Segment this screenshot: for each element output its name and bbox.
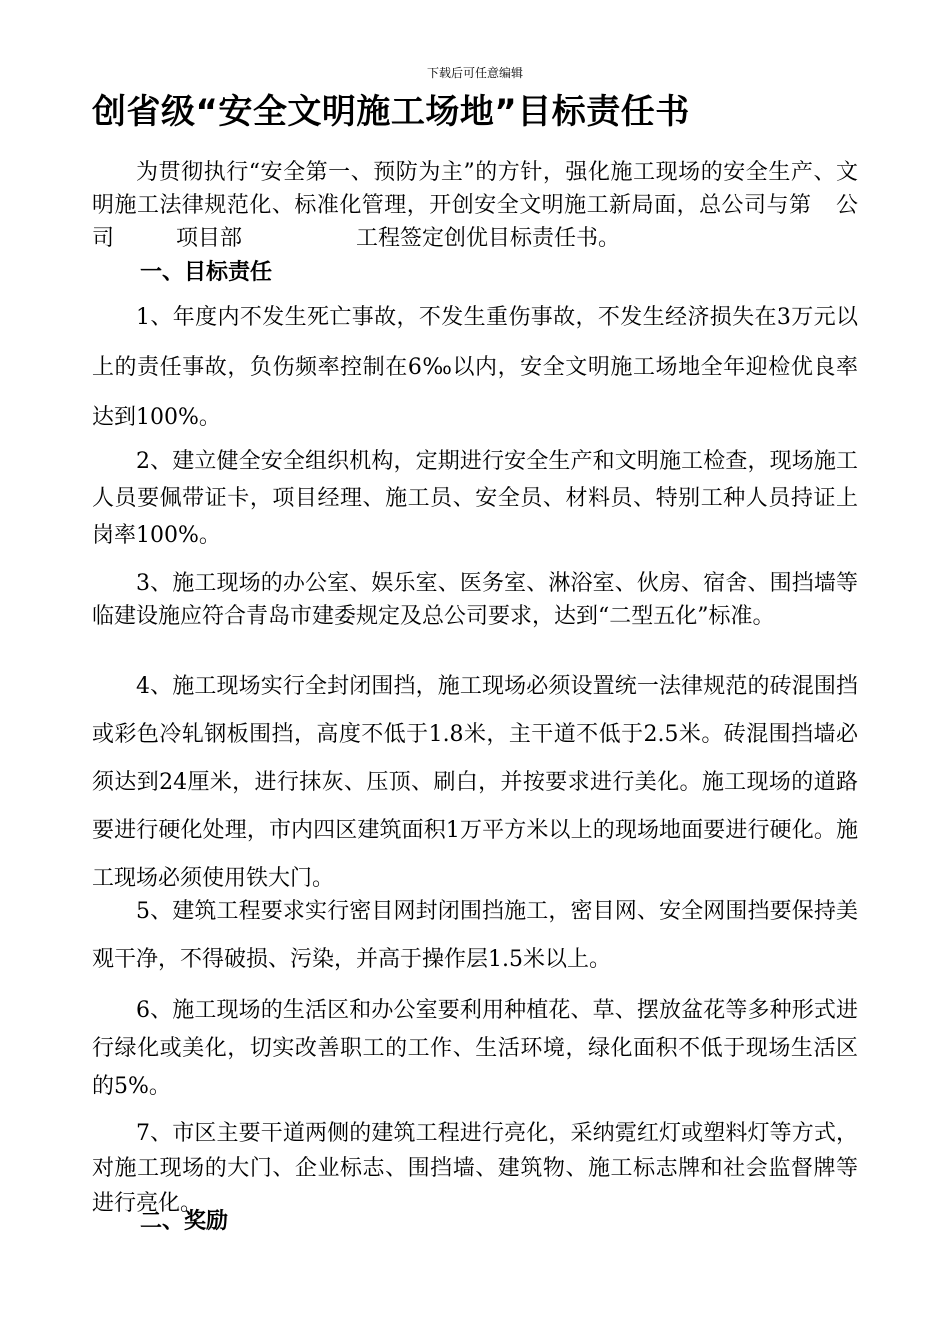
intro-blank-project: 项目部 <box>176 226 243 251</box>
target-item-5: 5、建筑工程要求实行密目网封闭围挡施工，密目网、安全网围挡要保持美观干净，不得破损、污染，并高于操作层1.5米以上。 <box>92 899 858 972</box>
intro-text: 为贯彻执行“安全第一、预防为主”的方针，强化施工现场的安全生产、文明施工法律规范化、标准化管理，开创安全文明施工新局面，总公司与第 <box>92 160 858 218</box>
intro-paragraph <box>92 156 858 255</box>
section-heading-rewards: 二、奖励 <box>140 1209 229 1234</box>
section-heading-targets: 一、目标责任 <box>140 260 273 285</box>
intro-tail: 工程签定创优目标责任书。 <box>356 226 621 251</box>
target-item-1: 1、年度内不发生死亡事故，不发生重伤事故，不发生经济损失在3万元以上的责任事故，负伤频率控制在6‰以内，安全文明施工场地全年迎检优良率达到100%。 <box>92 305 858 430</box>
intro-blank-company: 公司 <box>92 193 858 251</box>
target-item-4: 4、施工现场实行全封闭围挡，施工现场必须设置统一法律规范的砖混围挡或彩色冷轧钢板围挡，高度不低于1.8米，主干道不低于2.5米。砖混围挡墙必须达到24厘米，进行抹灰、压顶、刷白，并按要求进行美化。施工现场的道路要进行硬化处理，市内四区建筑面积1万平方米以上的现场地面要进行硬化。施工现场必须使用铁大门。 <box>92 674 858 891</box>
header-note: 下载后可任意编辑 <box>426 66 523 80</box>
document-title: 创省级“安全文明施工场地”目标责任书 <box>92 92 690 132</box>
target-item-7: 7、市区主要干道两侧的建筑工程进行亮化，采纳霓红灯或塑料灯等方式，对施工现场的大门、企业标志、围挡墙、建筑物、施工标志牌和社会监督牌等进行亮化。 <box>92 1121 858 1216</box>
target-item-3: 3、施工现场的办公室、娱乐室、医务室、淋浴室、伙房、宿舍、围挡墙等临建设施应符合青岛市建委规定及总公司要求，达到“二型五化”标准。 <box>92 571 858 629</box>
target-item-2: 2、建立健全安全组织机构，定期进行安全生产和文明施工检查，现场施工人员要佩带证卡，项目经理、施工员、安全员、材料员、特别工种人员持证上岗率100%。 <box>92 449 858 548</box>
target-item-6: 6、施工现场的生活区和办公室要利用种植花、草、摆放盆花等多种形式进行绿化或美化，切实改善职工的工作、生活环境，绿化面积不低于现场生活区的5%。 <box>92 998 858 1099</box>
